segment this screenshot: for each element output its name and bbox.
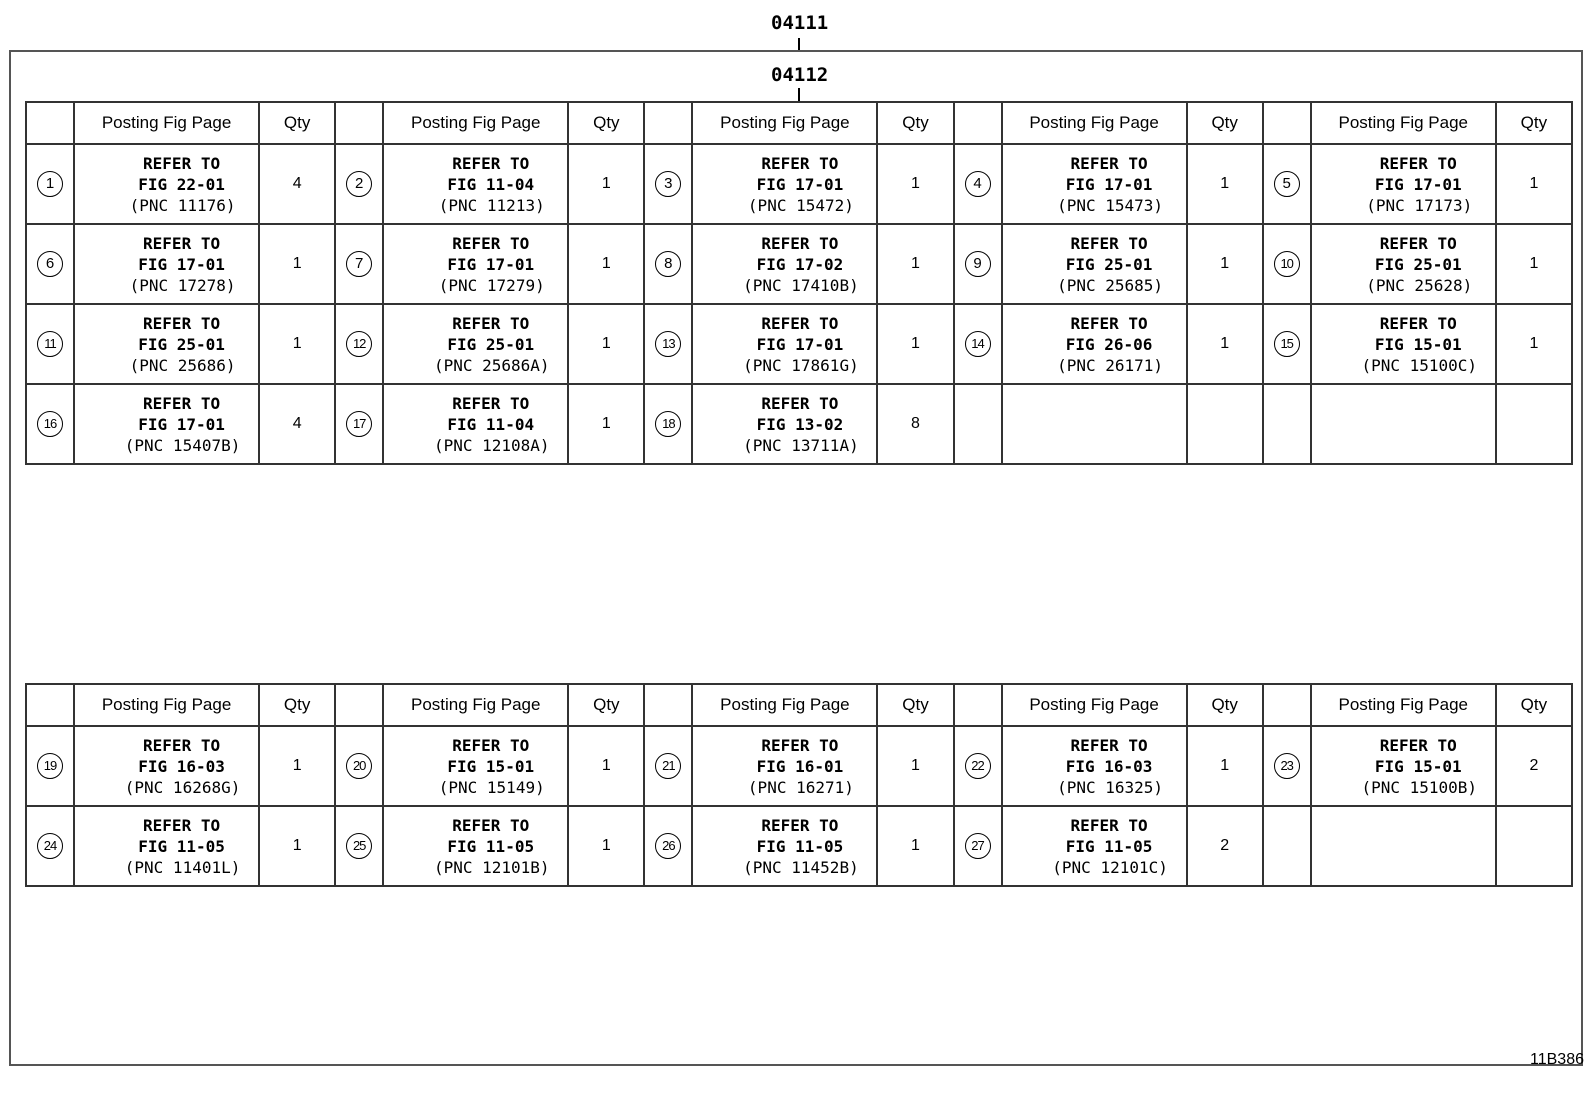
refer-to-text: REFER TO: [452, 735, 530, 755]
header-qty: Qty: [877, 684, 953, 726]
qty-cell: 1: [1187, 224, 1263, 304]
qty-cell: 1: [259, 806, 335, 886]
fig-page-text: FIG 11-05: [1065, 836, 1153, 856]
pnc-text: (PNC 17279): [438, 275, 545, 295]
parts-table-upper: [25, 101, 1573, 465]
fig-page-text: FIG 17-01: [138, 414, 225, 434]
item-number-circle: 25: [346, 833, 372, 859]
refer-to-text: REFER TO: [1379, 153, 1457, 173]
pnc-text: (PNC 17278): [129, 275, 236, 295]
reference-cell: [74, 384, 259, 464]
header-posting-fig-page: Posting Fig Page: [383, 684, 568, 726]
item-number-cell: [954, 224, 1002, 304]
fig-page-text: FIG 17-01: [447, 254, 535, 274]
reference-cell: [1311, 304, 1496, 384]
qty-cell: 1: [568, 304, 644, 384]
item-number-cell: [644, 806, 692, 886]
item-number-cell: [26, 144, 74, 224]
refer-to-text: REFER TO: [452, 393, 530, 413]
pnc-text: (PNC 11401L): [124, 857, 241, 877]
qty-cell: 1: [877, 144, 953, 224]
item-number-cell: [26, 806, 74, 886]
reference-cell: [1002, 726, 1187, 806]
reference-cell: [1002, 144, 1187, 224]
refer-to-text: REFER TO: [452, 233, 530, 253]
item-number-circle: 20: [346, 753, 372, 779]
illustration-code: 11B386: [1530, 1051, 1584, 1068]
item-number-circle: 1: [37, 171, 63, 197]
qty-cell: 4: [259, 384, 335, 464]
pnc-text: (PNC 16268G): [124, 777, 241, 797]
fig-page-text: FIG 22-01: [138, 174, 225, 194]
pnc-text: (PNC 16325): [1057, 777, 1164, 797]
pnc-text: (PNC 11176): [129, 195, 236, 215]
fig-page-text: FIG 17-01: [756, 174, 844, 194]
reference-cell: [383, 304, 568, 384]
item-number-cell: [1263, 144, 1311, 224]
pnc-text: (PNC 26171): [1057, 355, 1164, 375]
item-number-cell: [26, 726, 74, 806]
inner-part-leader: [798, 88, 800, 101]
header-posting-fig-page: Posting Fig Page: [1311, 684, 1496, 726]
fig-page-text: FIG 16-03: [138, 756, 225, 776]
reference-cell: [692, 384, 877, 464]
reference-cell: [692, 224, 877, 304]
header-posting-fig-page: Posting Fig Page: [383, 102, 568, 144]
item-number-circle: 18: [655, 411, 681, 437]
qty-cell: 1: [1496, 304, 1572, 384]
item-number-cell: [26, 384, 74, 464]
refer-to-text: REFER TO: [1070, 153, 1148, 173]
item-number-cell: [335, 806, 383, 886]
header-index-cell: [954, 684, 1002, 726]
refer-to-text: REFER TO: [761, 735, 839, 755]
item-number-circle: 5: [1274, 171, 1300, 197]
table-row: [26, 806, 1572, 886]
item-number-circle: 16: [37, 411, 63, 437]
item-number-cell: [26, 304, 74, 384]
fig-page-text: FIG 11-05: [138, 836, 225, 856]
header-posting-fig-page: Posting Fig Page: [1311, 102, 1496, 144]
qty-cell: 1: [259, 304, 335, 384]
refer-to-text: REFER TO: [761, 393, 839, 413]
header-qty: Qty: [1187, 102, 1263, 144]
reference-cell: [692, 726, 877, 806]
pnc-text: (PNC 13711A): [743, 435, 859, 455]
item-number-circle: 22: [965, 753, 991, 779]
refer-to-text: REFER TO: [1379, 735, 1457, 755]
item-number-circle: 12: [346, 331, 372, 357]
fig-page-text: FIG 11-05: [447, 836, 535, 856]
reference-cell: [692, 304, 877, 384]
fig-page-text: FIG 11-04: [447, 174, 535, 194]
header-row: [26, 684, 1572, 726]
reference-cell: [1311, 384, 1496, 464]
item-number-circle: 2: [346, 171, 372, 197]
qty-cell: 1: [259, 726, 335, 806]
refer-to-text: REFER TO: [761, 815, 839, 835]
header-index-cell: [26, 684, 74, 726]
reference-cell: [383, 806, 568, 886]
item-number-cell: [335, 144, 383, 224]
fig-page-text: FIG 15-01: [1374, 334, 1462, 354]
parts-table-lower: [25, 683, 1573, 887]
refer-to-text: REFER TO: [761, 153, 839, 173]
refer-to-text: REFER TO: [1070, 313, 1148, 333]
refer-to-text: REFER TO: [452, 313, 530, 333]
header-posting-fig-page: Posting Fig Page: [74, 684, 259, 726]
table-row: [26, 144, 1572, 224]
qty-cell: [1496, 806, 1572, 886]
reference-cell: [692, 806, 877, 886]
header-row: [26, 102, 1572, 144]
header-index-cell: [954, 102, 1002, 144]
item-number-circle: 17: [346, 411, 372, 437]
qty-cell: 1: [1187, 726, 1263, 806]
header-posting-fig-page: Posting Fig Page: [692, 684, 877, 726]
pnc-text: (PNC 25686A): [433, 355, 550, 375]
item-number-cell: [335, 726, 383, 806]
fig-page-text: FIG 17-01: [1374, 174, 1462, 194]
refer-to-text: REFER TO: [1379, 233, 1457, 253]
qty-cell: 2: [1187, 806, 1263, 886]
fig-page-text: FIG 16-01: [756, 756, 844, 776]
qty-cell: 1: [1496, 144, 1572, 224]
reference-cell: [383, 224, 568, 304]
header-qty: Qty: [568, 684, 644, 726]
item-number-circle: 11: [37, 331, 63, 357]
refer-to-text: REFER TO: [143, 313, 221, 333]
fig-page-text: FIG 25-01: [1374, 254, 1462, 274]
header-qty: Qty: [259, 684, 335, 726]
header-posting-fig-page: Posting Fig Page: [1002, 102, 1187, 144]
item-number-cell: [954, 806, 1002, 886]
reference-cell: [692, 144, 877, 224]
fig-page-text: FIG 11-04: [447, 414, 535, 434]
item-number-circle: 23: [1274, 753, 1300, 779]
item-number-cell: [954, 144, 1002, 224]
item-number-cell: [644, 144, 692, 224]
fig-page-text: FIG 15-01: [447, 756, 535, 776]
pnc-text: (PNC 11213): [438, 195, 545, 215]
fig-page-text: FIG 25-01: [447, 334, 535, 354]
qty-cell: 4: [259, 144, 335, 224]
item-number-cell: [954, 384, 1002, 464]
header-qty: Qty: [877, 102, 953, 144]
pnc-text: (PNC 16271): [747, 777, 854, 797]
item-number-cell: [1263, 726, 1311, 806]
refer-to-text: REFER TO: [1070, 815, 1148, 835]
fig-page-text: FIG 16-03: [1065, 756, 1153, 776]
fig-page-text: FIG 13-02: [756, 414, 844, 434]
item-number-circle: 27: [965, 833, 991, 859]
qty-cell: 1: [568, 806, 644, 886]
qty-cell: 1: [568, 384, 644, 464]
item-number-circle: 3: [655, 171, 681, 197]
qty-cell: 2: [1496, 726, 1572, 806]
pnc-text: (PNC 17410B): [743, 275, 859, 295]
header-index-cell: [335, 102, 383, 144]
header-qty: Qty: [568, 102, 644, 144]
pnc-text: (PNC 15407B): [124, 435, 241, 455]
header-posting-fig-page: Posting Fig Page: [692, 102, 877, 144]
qty-cell: 1: [877, 726, 953, 806]
item-number-cell: [1263, 384, 1311, 464]
header-index-cell: [644, 684, 692, 726]
pnc-text: (PNC 25628): [1366, 275, 1473, 295]
reference-cell: [1311, 726, 1496, 806]
refer-to-text: REFER TO: [761, 233, 839, 253]
fig-page-text: FIG 17-02: [756, 254, 844, 274]
reference-cell: [74, 806, 259, 886]
header-index-cell: [1263, 102, 1311, 144]
item-number-circle: 19: [37, 753, 63, 779]
fig-page-text: FIG 17-01: [138, 254, 225, 274]
item-number-cell: [26, 224, 74, 304]
qty-cell: [1187, 384, 1263, 464]
top-part-label: 04111: [771, 12, 829, 34]
reference-cell: [1002, 806, 1187, 886]
qty-cell: 1: [568, 224, 644, 304]
header-qty: Qty: [1496, 102, 1572, 144]
reference-cell: [383, 144, 568, 224]
item-number-circle: 15: [1274, 331, 1300, 357]
pnc-text: (PNC 12101C): [1052, 857, 1168, 877]
refer-to-text: REFER TO: [452, 153, 530, 173]
item-number-circle: 13: [655, 331, 681, 357]
item-number-circle: 7: [346, 251, 372, 277]
header-index-cell: [1263, 684, 1311, 726]
reference-cell: [1311, 144, 1496, 224]
top-part-leader: [798, 38, 800, 50]
fig-page-text: FIG 15-01: [1374, 756, 1462, 776]
item-number-cell: [1263, 224, 1311, 304]
item-number-circle: 14: [965, 331, 991, 357]
qty-cell: 1: [877, 304, 953, 384]
item-number-circle: 10: [1274, 251, 1300, 277]
fig-page-text: FIG 25-01: [1065, 254, 1153, 274]
qty-cell: 1: [568, 726, 644, 806]
reference-cell: [383, 726, 568, 806]
reference-cell: [74, 224, 259, 304]
reference-cell: [1002, 224, 1187, 304]
fig-page-text: FIG 11-05: [756, 836, 844, 856]
item-number-cell: [335, 384, 383, 464]
pnc-text: (PNC 17861G): [743, 355, 859, 375]
qty-cell: 8: [877, 384, 953, 464]
fig-page-text: FIG 25-01: [138, 334, 225, 354]
fig-page-text: FIG 17-01: [1065, 174, 1153, 194]
header-index-cell: [335, 684, 383, 726]
reference-cell: [74, 726, 259, 806]
refer-to-text: REFER TO: [1070, 735, 1148, 755]
table-row: [26, 304, 1572, 384]
item-number-circle: 8: [655, 251, 681, 277]
item-number-circle: 21: [655, 753, 681, 779]
reference-cell: [1311, 224, 1496, 304]
item-number-circle: 24: [37, 833, 63, 859]
inner-part-label: 04112: [771, 64, 829, 86]
refer-to-text: REFER TO: [761, 313, 839, 333]
reference-cell: [383, 384, 568, 464]
pnc-text: (PNC 15472): [747, 195, 854, 215]
pnc-text: (PNC 15473): [1057, 195, 1164, 215]
item-number-cell: [954, 726, 1002, 806]
item-number-circle: 26: [655, 833, 681, 859]
fig-page-text: FIG 17-01: [756, 334, 844, 354]
reference-cell: [74, 304, 259, 384]
item-number-circle: 9: [965, 251, 991, 277]
header-index-cell: [26, 102, 74, 144]
reference-cell: [1311, 806, 1496, 886]
reference-cell: [1002, 304, 1187, 384]
qty-cell: [1496, 384, 1572, 464]
header-posting-fig-page: Posting Fig Page: [74, 102, 259, 144]
pnc-text: (PNC 15149): [438, 777, 545, 797]
refer-to-text: REFER TO: [143, 735, 221, 755]
pnc-text: (PNC 25686): [129, 355, 236, 375]
table-row: [26, 224, 1572, 304]
table-row: [26, 384, 1572, 464]
item-number-cell: [644, 384, 692, 464]
header-qty: Qty: [259, 102, 335, 144]
refer-to-text: REFER TO: [1070, 233, 1148, 253]
item-number-cell: [644, 224, 692, 304]
qty-cell: 1: [877, 806, 953, 886]
qty-cell: 1: [1187, 304, 1263, 384]
fig-page-text: FIG 26-06: [1065, 334, 1153, 354]
refer-to-text: REFER TO: [143, 233, 221, 253]
pnc-text: (PNC 25685): [1057, 275, 1164, 295]
qty-cell: 1: [877, 224, 953, 304]
header-qty: Qty: [1187, 684, 1263, 726]
item-number-cell: [1263, 304, 1311, 384]
refer-to-text: REFER TO: [1379, 313, 1457, 333]
pnc-text: (PNC 15100C): [1361, 355, 1478, 375]
pnc-text: (PNC 15100B): [1361, 777, 1478, 797]
qty-cell: 1: [568, 144, 644, 224]
item-number-circle: 4: [965, 171, 991, 197]
item-number-circle: 6: [37, 251, 63, 277]
reference-cell: [74, 144, 259, 224]
item-number-cell: [644, 726, 692, 806]
item-number-cell: [335, 304, 383, 384]
pnc-text: (PNC 17173): [1366, 195, 1473, 215]
pnc-text: (PNC 12108A): [433, 435, 550, 455]
refer-to-text: REFER TO: [143, 153, 221, 173]
refer-to-text: REFER TO: [143, 815, 221, 835]
qty-cell: 1: [1187, 144, 1263, 224]
header-index-cell: [644, 102, 692, 144]
table-row: [26, 726, 1572, 806]
qty-cell: 1: [259, 224, 335, 304]
item-number-cell: [335, 224, 383, 304]
item-number-cell: [1263, 806, 1311, 886]
refer-to-text: REFER TO: [452, 815, 530, 835]
header-posting-fig-page: Posting Fig Page: [1002, 684, 1187, 726]
item-number-cell: [644, 304, 692, 384]
item-number-cell: [954, 304, 1002, 384]
refer-to-text: REFER TO: [143, 393, 221, 413]
header-qty: Qty: [1496, 684, 1572, 726]
pnc-text: (PNC 11452B): [743, 857, 859, 877]
qty-cell: 1: [1496, 224, 1572, 304]
reference-cell: [1002, 384, 1187, 464]
pnc-text: (PNC 12101B): [433, 857, 550, 877]
